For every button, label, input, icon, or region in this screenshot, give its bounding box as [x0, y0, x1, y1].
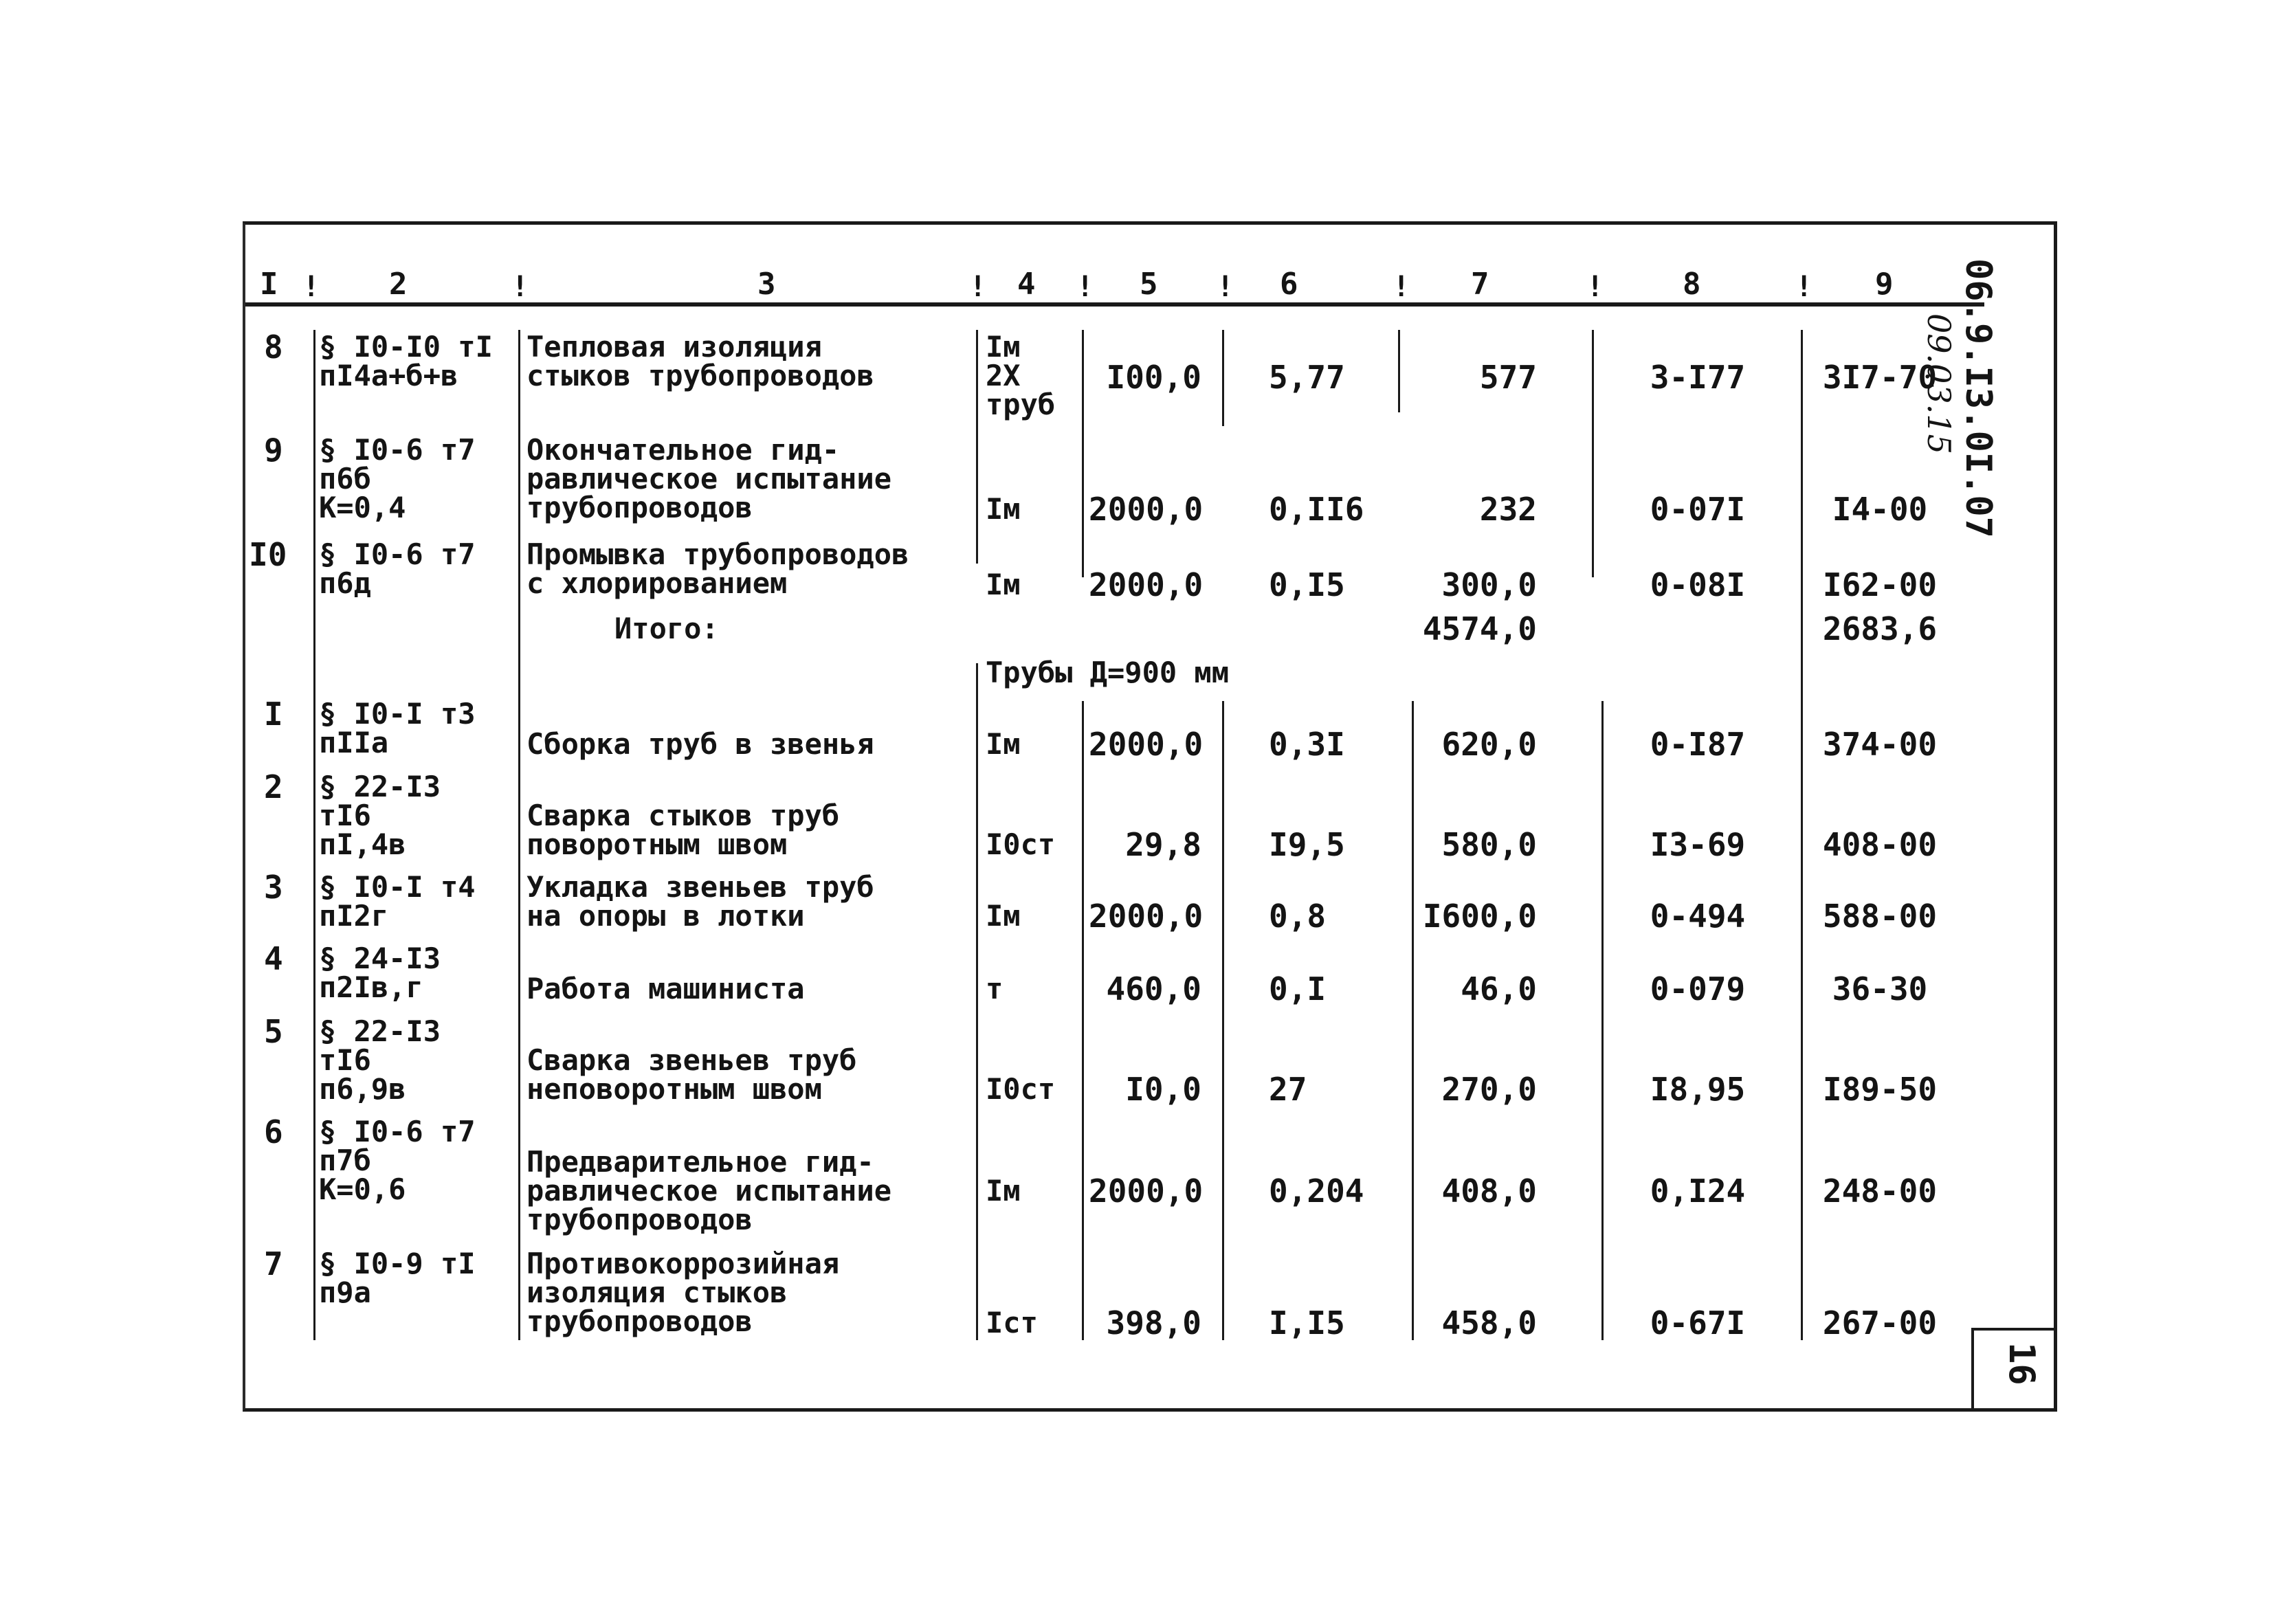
- header-sep: !: [1586, 269, 1604, 303]
- unit: Iм: [986, 492, 1021, 526]
- norm-reference: § I0-6 т7 п6д: [319, 537, 476, 600]
- header-sep: !: [302, 269, 320, 303]
- row-number: 2: [264, 768, 283, 805]
- row-number: 7: [264, 1245, 283, 1282]
- page-number: 16: [2001, 1342, 2042, 1386]
- total-time: 46,0: [1461, 970, 1537, 1008]
- norm-reference: § I0-I0 тI пI4а+б+в: [319, 330, 493, 392]
- header-sep: !: [1217, 269, 1234, 303]
- sum: I89-50: [1822, 1071, 1938, 1108]
- col-divider: [1082, 330, 1084, 577]
- unit: Iст: [986, 1306, 1038, 1339]
- norm-reference: § I0-I т3 пIIа: [319, 697, 476, 759]
- row-number: I0: [249, 536, 287, 573]
- norm-time: 0,3I: [1269, 726, 1345, 763]
- col-divider: [976, 663, 978, 1340]
- row-number: 5: [264, 1013, 283, 1050]
- work-name: Сварка стыков труб поворотным швом: [526, 799, 840, 861]
- sum: I4-00: [1832, 491, 1928, 528]
- col-header-2: 2: [389, 267, 408, 302]
- header-sep: !: [969, 269, 987, 303]
- price: I8,95: [1650, 1071, 1746, 1108]
- unit: Iм: [986, 568, 1021, 601]
- norm-time: 0,II6: [1269, 491, 1364, 528]
- row-number: 9: [264, 432, 283, 469]
- price: 0-I87: [1650, 726, 1746, 763]
- header-sep: !: [1076, 269, 1094, 303]
- row-number: I: [264, 696, 283, 733]
- norm-time: 27: [1269, 1071, 1307, 1108]
- price: 0,I24: [1650, 1172, 1746, 1210]
- sum: I62-00: [1822, 566, 1938, 603]
- price: 0-079: [1650, 970, 1746, 1008]
- total-time: I600,0: [1422, 898, 1537, 935]
- unit: I0ст: [986, 1072, 1056, 1106]
- document-code: 06.9.I3.0I.07: [1958, 258, 1999, 538]
- sum: 588-00: [1822, 898, 1938, 935]
- col-divider: [1801, 330, 1803, 1340]
- unit: Iм: [986, 727, 1021, 761]
- itogo-sum: 2683,6: [1822, 610, 1938, 647]
- quantity: 2000,0: [1089, 726, 1204, 763]
- col-divider: [313, 330, 315, 1340]
- work-name: Работа машиниста: [526, 972, 805, 1005]
- work-name: Противокоррозийная изоляция стыков трубопроводов: [526, 1247, 840, 1338]
- quantity: I00,0: [1106, 359, 1201, 396]
- document-date: 09.03.15: [1920, 313, 1958, 454]
- price: 0-08I: [1650, 566, 1746, 603]
- col-divider: [1412, 701, 1414, 1340]
- norm-time: 0,8: [1269, 898, 1327, 935]
- norm-reference: § 22-I3 тI6 пI,4в: [319, 770, 441, 861]
- norm-reference: § 24-I3 п2Iв,г: [319, 942, 441, 1004]
- section-title: Трубы Д=900 мм: [986, 656, 1230, 689]
- quantity: 2000,0: [1089, 491, 1204, 528]
- quantity: 2000,0: [1089, 566, 1204, 603]
- unit: Iм: [986, 1174, 1021, 1208]
- quantity: 2000,0: [1089, 898, 1204, 935]
- norm-time: 0,I: [1269, 970, 1327, 1008]
- sum: 408-00: [1822, 826, 1938, 863]
- unit: Iм: [986, 899, 1021, 933]
- row-number: 4: [264, 940, 283, 977]
- price: 0-07I: [1650, 491, 1746, 528]
- norm-reference: § I0-6 т7 п6б К=0,4: [319, 433, 476, 524]
- total-time: 577: [1479, 359, 1537, 396]
- total-time: 270,0: [1441, 1071, 1537, 1108]
- col-divider: [976, 330, 978, 564]
- total-time: 408,0: [1441, 1172, 1537, 1210]
- sum: 248-00: [1822, 1172, 1938, 1210]
- quantity: 460,0: [1106, 970, 1201, 1008]
- work-name: Окончательное гид- равлическое испытание трубопроводов: [526, 433, 892, 524]
- norm-time: 0,204: [1269, 1172, 1364, 1210]
- sum: 374-00: [1822, 726, 1938, 763]
- itogo-label: Итого:: [614, 612, 719, 645]
- total-time: 232: [1479, 491, 1537, 528]
- work-name: Тепловая изоляция стыков трубопроводов: [526, 330, 874, 392]
- col-divider: [1222, 330, 1224, 426]
- col-header-1: I: [260, 267, 278, 302]
- col-divider: [518, 330, 520, 1340]
- col-header-5: 5: [1140, 267, 1158, 302]
- col-header-8: 8: [1683, 267, 1701, 302]
- sum: 267-00: [1822, 1304, 1938, 1342]
- sum: 3I7-70: [1822, 359, 1938, 396]
- col-divider: [1601, 701, 1604, 1340]
- col-header-3: 3: [757, 267, 776, 302]
- norm-reference: § I0-6 т7 п7б К=0,6: [319, 1115, 476, 1206]
- unit: Iм 2Х труб: [986, 330, 1056, 421]
- col-divider: [1398, 330, 1400, 412]
- itogo-total: 4574,0: [1422, 610, 1537, 647]
- sum: 36-30: [1832, 970, 1928, 1008]
- total-time: 620,0: [1441, 726, 1537, 763]
- work-name: Укладка звеньев труб на опоры в лотки: [526, 870, 874, 933]
- quantity: I0,0: [1125, 1071, 1201, 1108]
- price: 0-494: [1650, 898, 1746, 935]
- row-number: 8: [264, 329, 283, 366]
- col-divider: [1082, 701, 1084, 1340]
- norm-time: 5,77: [1269, 359, 1345, 396]
- work-name: Промывка трубопроводов с хлорированием: [526, 537, 909, 600]
- col-header-4: 4: [1017, 267, 1036, 302]
- norm-time: I9,5: [1269, 826, 1345, 863]
- quantity: 2000,0: [1089, 1172, 1204, 1210]
- col-header-6: 6: [1280, 267, 1298, 302]
- row-number: 3: [264, 869, 283, 906]
- norm-time: 0,I5: [1269, 566, 1345, 603]
- header-sep: !: [1795, 269, 1813, 303]
- work-name: Предварительное гид- равлическое испытание трубопроводов: [526, 1145, 892, 1236]
- price: I3-69: [1650, 826, 1746, 863]
- row-number: 6: [264, 1113, 283, 1150]
- unit: т: [986, 972, 1004, 1005]
- norm-time: I,I5: [1269, 1304, 1345, 1342]
- col-header-7: 7: [1471, 267, 1489, 302]
- total-time: 458,0: [1441, 1304, 1537, 1342]
- col-divider: [1592, 330, 1594, 577]
- col-header-9: 9: [1875, 267, 1894, 302]
- work-name: Сборка труб в звенья: [526, 727, 874, 761]
- header-rule: [245, 302, 1984, 307]
- col-divider: [1222, 701, 1224, 1340]
- quantity: 398,0: [1106, 1304, 1201, 1342]
- norm-reference: § I0-9 тI п9а: [319, 1247, 476, 1309]
- header-sep: !: [1393, 269, 1410, 303]
- norm-reference: § 22-I3 тI6 п6,9в: [319, 1014, 441, 1106]
- norm-reference: § I0-I т4 пI2г: [319, 870, 476, 933]
- price: 3-I77: [1650, 359, 1746, 396]
- unit: I0ст: [986, 827, 1056, 861]
- total-time: 300,0: [1441, 566, 1537, 603]
- quantity: 29,8: [1125, 826, 1201, 863]
- total-time: 580,0: [1441, 826, 1537, 863]
- table-frame: [243, 221, 2057, 1412]
- price: 0-67I: [1650, 1304, 1746, 1342]
- work-name: Сварка звеньев труб неповоротным швом: [526, 1043, 857, 1106]
- header-sep: !: [511, 269, 529, 303]
